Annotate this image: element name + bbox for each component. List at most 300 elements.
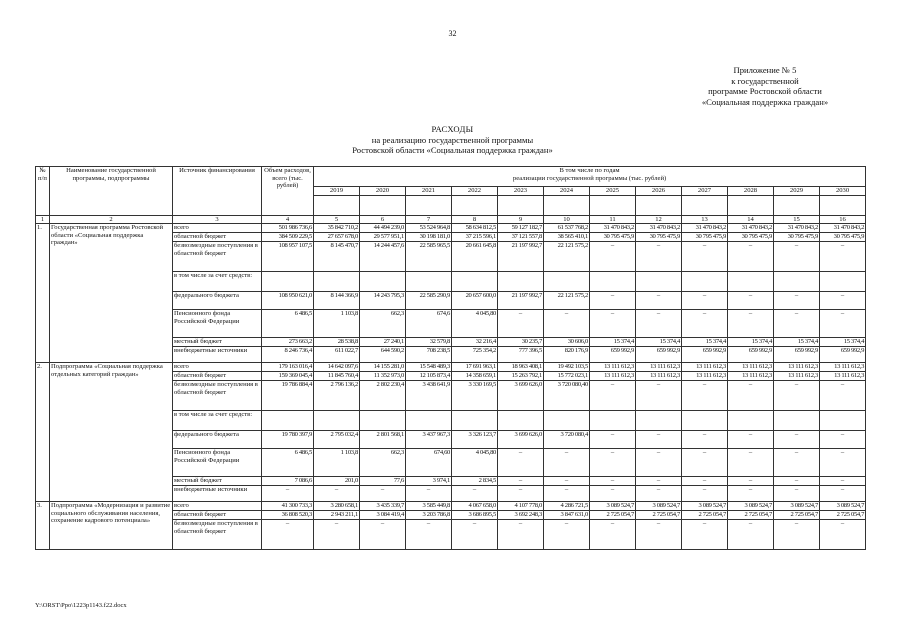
- year-amount-cell: –: [452, 520, 498, 550]
- year-amount-cell: –: [590, 242, 636, 272]
- funding-source: областной бюджет: [173, 372, 262, 381]
- year-amount-cell: 3 089 524,7: [682, 502, 728, 511]
- year-amount-cell: [728, 272, 774, 292]
- year-amount-cell: 3 720 080,4: [544, 431, 590, 449]
- year-amount-cell: –: [728, 520, 774, 550]
- year-amount-cell: 13 111 612,3: [820, 372, 866, 381]
- year-amount-cell: 19 492 103,5: [544, 363, 590, 372]
- header-year-spacer: [636, 195, 682, 215]
- year-amount-cell: 3 720 080,40: [544, 381, 590, 411]
- year-amount-cell: 4 286 721,5: [544, 502, 590, 511]
- funding-source: областной бюджет: [173, 233, 262, 242]
- year-amount-cell: –: [820, 520, 866, 550]
- column-number: 3: [173, 215, 262, 224]
- year-amount-cell: [682, 411, 728, 431]
- year-amount-cell: 13 111 612,3: [774, 363, 820, 372]
- year-amount-cell: 13 111 612,3: [774, 372, 820, 381]
- year-amount-cell: [820, 411, 866, 431]
- year-amount-cell: 32 216,4: [452, 338, 498, 347]
- year-amount-cell: 37 121 557,8: [498, 233, 544, 242]
- year-amount-cell: 15 374,4: [820, 338, 866, 347]
- year-amount-cell: 35 842 710,2: [314, 224, 360, 233]
- year-amount-cell: –: [544, 449, 590, 477]
- header-by-years: [314, 167, 866, 187]
- year-amount-cell: 659 992,9: [820, 347, 866, 363]
- year-amount-cell: 13 111 612,3: [682, 372, 728, 381]
- header-year: 2030: [820, 187, 866, 196]
- year-amount-cell: [636, 272, 682, 292]
- year-amount-cell: –: [774, 310, 820, 338]
- total-amount-cell: 108 950 621,0: [262, 292, 314, 310]
- total-amount-cell: 273 663,2: [262, 338, 314, 347]
- year-amount-cell: –: [406, 486, 452, 502]
- total-amount-cell: 19 780 397,9: [262, 431, 314, 449]
- year-amount-cell: 22 121 575,2: [544, 242, 590, 272]
- header-year: 2023: [498, 187, 544, 196]
- header-year: 2020: [360, 187, 406, 196]
- funding-source: всего: [173, 224, 262, 233]
- header-year-spacer: [590, 195, 636, 215]
- year-amount-cell: –: [498, 477, 544, 486]
- year-amount-cell: 201,0: [314, 477, 360, 486]
- year-amount-cell: 674,60: [406, 449, 452, 477]
- year-amount-cell: [452, 411, 498, 431]
- year-amount-cell: –: [774, 381, 820, 411]
- year-amount-cell: 30 235,7: [498, 338, 544, 347]
- year-amount-cell: –: [820, 242, 866, 272]
- total-amount-cell: –: [262, 520, 314, 550]
- year-amount-cell: 77,6: [360, 477, 406, 486]
- table-row: [36, 224, 866, 233]
- year-amount-cell: 27 240,1: [360, 338, 406, 347]
- year-amount-cell: –: [774, 292, 820, 310]
- program-number: 1.: [36, 224, 50, 363]
- year-amount-cell: 37 215 596,1: [452, 233, 498, 242]
- year-amount-cell: –: [590, 310, 636, 338]
- header-year-spacer: [406, 195, 452, 215]
- year-amount-cell: 3 203 786,8: [406, 511, 452, 520]
- year-amount-cell: [682, 272, 728, 292]
- year-amount-cell: 659 992,9: [590, 347, 636, 363]
- column-number: 8: [452, 215, 498, 224]
- title-main: РАСХОДЫ: [431, 124, 474, 134]
- year-amount-cell: 2 943 211,1: [314, 511, 360, 520]
- year-amount-cell: –: [360, 486, 406, 502]
- year-amount-cell: 30 795 475,9: [820, 233, 866, 242]
- header-year: 2025: [590, 187, 636, 196]
- page-number: 32: [448, 29, 457, 38]
- year-amount-cell: 31 470 843,2: [590, 224, 636, 233]
- year-amount-cell: 32 579,8: [406, 338, 452, 347]
- year-amount-cell: 3 330 169,5: [452, 381, 498, 411]
- year-amount-cell: –: [636, 520, 682, 550]
- year-amount-cell: –: [590, 449, 636, 477]
- year-amount-cell: 708 238,5: [406, 347, 452, 363]
- year-amount-cell: 31 470 843,2: [820, 224, 866, 233]
- appendix-caption: [665, 65, 865, 107]
- header-year: 2026: [636, 187, 682, 196]
- header-by-years-line-1: В том числе по годам: [559, 167, 620, 174]
- year-amount-cell: [820, 272, 866, 292]
- year-amount-cell: –: [636, 242, 682, 272]
- year-amount-cell: –: [682, 477, 728, 486]
- year-amount-cell: 4 045,80: [452, 449, 498, 477]
- funding-source: всего: [173, 363, 262, 372]
- year-amount-cell: –: [728, 310, 774, 338]
- year-amount-cell: [590, 411, 636, 431]
- year-amount-cell: –: [682, 292, 728, 310]
- total-amount-cell: 159 369 045,4: [262, 372, 314, 381]
- total-amount-cell: 501 986 736,6: [262, 224, 314, 233]
- year-amount-cell: –: [636, 310, 682, 338]
- year-amount-cell: 31 470 843,2: [728, 224, 774, 233]
- year-amount-cell: –: [820, 310, 866, 338]
- year-amount-cell: –: [820, 477, 866, 486]
- year-amount-cell: 11 352 973,0: [360, 372, 406, 381]
- year-amount-cell: –: [544, 310, 590, 338]
- year-amount-cell: 674,6: [406, 310, 452, 338]
- year-amount-cell: [590, 272, 636, 292]
- year-amount-cell: 2 795 032,4: [314, 431, 360, 449]
- year-amount-cell: –: [774, 486, 820, 502]
- year-amount-cell: 2 725 054,7: [728, 511, 774, 520]
- year-amount-cell: 61 537 768,2: [544, 224, 590, 233]
- year-amount-cell: [728, 411, 774, 431]
- year-amount-cell: 17 691 963,1: [452, 363, 498, 372]
- year-amount-cell: 11 845 760,4: [314, 372, 360, 381]
- year-amount-cell: –: [544, 520, 590, 550]
- year-amount-cell: 3 438 641,9: [406, 381, 452, 411]
- year-amount-cell: [452, 272, 498, 292]
- year-amount-cell: –: [544, 477, 590, 486]
- year-amount-cell: –: [498, 520, 544, 550]
- funding-source: безвозмездные поступления в областной бюджет: [173, 381, 262, 411]
- year-amount-cell: –: [498, 486, 544, 502]
- header-year: 2028: [728, 187, 774, 196]
- year-amount-cell: 30 795 475,9: [590, 233, 636, 242]
- year-amount-cell: [406, 411, 452, 431]
- year-amount-cell: –: [728, 431, 774, 449]
- column-number: 7: [406, 215, 452, 224]
- year-amount-cell: 659 992,9: [636, 347, 682, 363]
- year-amount-cell: –: [314, 520, 360, 550]
- year-amount-cell: –: [360, 520, 406, 550]
- total-amount-cell: [262, 272, 314, 292]
- year-amount-cell: 725 354,2: [452, 347, 498, 363]
- year-amount-cell: –: [682, 486, 728, 502]
- year-amount-cell: –: [636, 486, 682, 502]
- total-amount-cell: 41 300 733,3: [262, 502, 314, 511]
- year-amount-cell: 3 089 524,7: [590, 502, 636, 511]
- funding-source: внебюджетные источники: [173, 486, 262, 502]
- column-number: 1: [36, 215, 50, 224]
- year-amount-cell: 2 802 230,4: [360, 381, 406, 411]
- funding-source: Пенсионного фонда Российской Федерации: [173, 449, 262, 477]
- year-amount-cell: –: [636, 449, 682, 477]
- year-amount-cell: 21 197 992,7: [498, 242, 544, 272]
- year-amount-cell: 53 524 964,8: [406, 224, 452, 233]
- year-amount-cell: –: [452, 486, 498, 502]
- year-amount-cell: 58 634 812,5: [452, 224, 498, 233]
- year-amount-cell: –: [636, 381, 682, 411]
- funding-source: федерального бюджета: [173, 431, 262, 449]
- total-amount-cell: [262, 411, 314, 431]
- column-number: 13: [682, 215, 728, 224]
- year-amount-cell: 13 111 612,3: [590, 363, 636, 372]
- total-amount-cell: 19 786 884,4: [262, 381, 314, 411]
- year-amount-cell: –: [590, 381, 636, 411]
- year-amount-cell: 14 642 097,6: [314, 363, 360, 372]
- year-amount-cell: 18 963 408,1: [498, 363, 544, 372]
- year-amount-cell: 3 089 524,7: [728, 502, 774, 511]
- year-amount-cell: 13 111 612,3: [728, 372, 774, 381]
- year-amount-cell: 3 974,1: [406, 477, 452, 486]
- year-amount-cell: 15 374,4: [590, 338, 636, 347]
- year-amount-cell: 30 795 475,9: [728, 233, 774, 242]
- funding-source: безвозмездные поступления в областной бюджет: [173, 242, 262, 272]
- program-number: 2.: [36, 363, 50, 502]
- year-amount-cell: 820 176,9: [544, 347, 590, 363]
- year-amount-cell: –: [590, 520, 636, 550]
- year-amount-cell: –: [728, 381, 774, 411]
- year-amount-cell: 2 725 054,7: [820, 511, 866, 520]
- funding-source: местный бюджет: [173, 477, 262, 486]
- year-amount-cell: 644 590,2: [360, 347, 406, 363]
- year-amount-cell: 22 585 965,5: [406, 242, 452, 272]
- year-amount-cell: [544, 272, 590, 292]
- total-amount-cell: 108 957 107,5: [262, 242, 314, 272]
- year-amount-cell: –: [682, 520, 728, 550]
- header-total: Объем расходов, всего (тыс. рублей): [262, 167, 314, 216]
- table-row: [36, 363, 866, 372]
- year-amount-cell: 15 548 489,3: [406, 363, 452, 372]
- expenses-table: [35, 166, 866, 550]
- year-amount-cell: –: [682, 431, 728, 449]
- year-amount-cell: 12 105 873,4: [406, 372, 452, 381]
- total-amount-cell: 7 086,6: [262, 477, 314, 486]
- appendix-line-3: программе Ростовской области: [708, 86, 822, 97]
- year-amount-cell: 13 111 612,3: [636, 363, 682, 372]
- year-amount-cell: [636, 411, 682, 431]
- year-amount-cell: 27 657 678,0: [314, 233, 360, 242]
- total-amount-cell: 6 486,5: [262, 310, 314, 338]
- header-year: 2029: [774, 187, 820, 196]
- funding-source: местный бюджет: [173, 338, 262, 347]
- year-amount-cell: –: [682, 242, 728, 272]
- year-amount-cell: 1 103,8: [314, 449, 360, 477]
- year-amount-cell: 3 585 449,8: [406, 502, 452, 511]
- funding-source: областной бюджет: [173, 511, 262, 520]
- table-row: [36, 502, 866, 511]
- year-amount-cell: 15 772 023,1: [544, 372, 590, 381]
- header-by-years-line-2: реализации государственной программы (тыс. рублей): [512, 174, 667, 182]
- header-year-spacer: [498, 195, 544, 215]
- title-sub-1: на реализацию государственной программы: [371, 134, 534, 145]
- year-amount-cell: 14 155 281,0: [360, 363, 406, 372]
- year-amount-cell: 2 796 136,2: [314, 381, 360, 411]
- year-amount-cell: –: [820, 486, 866, 502]
- funding-source: федерального бюджета: [173, 292, 262, 310]
- year-amount-cell: –: [728, 242, 774, 272]
- header-name: Наименование государственной программы, подпрограммы: [50, 167, 173, 216]
- funding-source: в том числе за счет средств:: [173, 272, 262, 292]
- header-year-spacer: [544, 195, 590, 215]
- appendix-line-1: Приложение № 5: [733, 65, 797, 75]
- year-amount-cell: 2 725 054,7: [774, 511, 820, 520]
- year-amount-cell: [544, 411, 590, 431]
- year-amount-cell: –: [544, 486, 590, 502]
- year-amount-cell: 15 374,4: [636, 338, 682, 347]
- funding-source: Пенсионного фонда Российской Федерации: [173, 310, 262, 338]
- year-amount-cell: 30 198 181,0: [406, 233, 452, 242]
- year-amount-cell: 8 145 470,7: [314, 242, 360, 272]
- appendix-line-4: «Социальная поддержка граждан»: [701, 96, 829, 107]
- year-amount-cell: 3 326 123,7: [452, 431, 498, 449]
- year-amount-cell: [406, 272, 452, 292]
- year-amount-cell: –: [728, 449, 774, 477]
- year-amount-cell: 2 801 568,1: [360, 431, 406, 449]
- total-amount-cell: 384 509 229,5: [262, 233, 314, 242]
- column-number: 9: [498, 215, 544, 224]
- year-amount-cell: 3 280 658,1: [314, 502, 360, 511]
- year-amount-cell: 2 725 054,7: [590, 511, 636, 520]
- column-number: 16: [820, 215, 866, 224]
- year-amount-cell: 30 795 475,9: [636, 233, 682, 242]
- year-amount-cell: 21 197 992,7: [498, 292, 544, 310]
- year-amount-cell: [314, 411, 360, 431]
- column-number: 4: [262, 215, 314, 224]
- year-amount-cell: 662,3: [360, 449, 406, 477]
- header-year: 2022: [452, 187, 498, 196]
- year-amount-cell: 3 089 524,7: [774, 502, 820, 511]
- year-amount-cell: 15 374,4: [682, 338, 728, 347]
- year-amount-cell: 659 992,9: [728, 347, 774, 363]
- year-amount-cell: 13 111 612,3: [728, 363, 774, 372]
- year-amount-cell: 2 725 054,7: [682, 511, 728, 520]
- header-source: Источник финансирования: [173, 167, 262, 216]
- year-amount-cell: 3 686 895,5: [452, 511, 498, 520]
- program-number: 3.: [36, 502, 50, 550]
- year-amount-cell: 13 111 612,3: [636, 372, 682, 381]
- year-amount-cell: [774, 272, 820, 292]
- year-amount-cell: 31 470 843,2: [682, 224, 728, 233]
- year-amount-cell: [360, 411, 406, 431]
- year-amount-cell: 28 538,8: [314, 338, 360, 347]
- year-amount-cell: –: [728, 486, 774, 502]
- year-amount-cell: 611 022,7: [314, 347, 360, 363]
- header-year-spacer: [774, 195, 820, 215]
- year-amount-cell: 30 795 475,9: [682, 233, 728, 242]
- header-year: 2021: [406, 187, 452, 196]
- program-name: Государственная программа Ростовской области «Социальная поддержка граждан»: [50, 224, 173, 363]
- year-amount-cell: 1 103,8: [314, 310, 360, 338]
- year-amount-cell: 22 121 575,2: [544, 292, 590, 310]
- header-year-spacer: [314, 195, 360, 215]
- column-number: 11: [590, 215, 636, 224]
- column-number: 12: [636, 215, 682, 224]
- year-amount-cell: –: [820, 292, 866, 310]
- year-amount-cell: 777 396,5: [498, 347, 544, 363]
- year-amount-cell: 15 374,4: [728, 338, 774, 347]
- header-year: 2024: [544, 187, 590, 196]
- year-amount-cell: 30 795 475,9: [774, 233, 820, 242]
- year-amount-cell: 8 144 366,9: [314, 292, 360, 310]
- year-amount-cell: 2 834,5: [452, 477, 498, 486]
- year-amount-cell: –: [774, 449, 820, 477]
- total-amount-cell: 36 808 520,3: [262, 511, 314, 520]
- year-amount-cell: 14 358 659,1: [452, 372, 498, 381]
- year-amount-cell: [774, 411, 820, 431]
- year-amount-cell: [360, 272, 406, 292]
- year-amount-cell: 3 699 626,0: [498, 381, 544, 411]
- year-amount-cell: –: [636, 477, 682, 486]
- program-name: Подпрограмма «Модернизация и развитие социального обслуживания населения, сохранение кадрового потенциала»: [50, 502, 173, 550]
- year-amount-cell: –: [636, 431, 682, 449]
- year-amount-cell: –: [636, 292, 682, 310]
- year-amount-cell: [314, 272, 360, 292]
- year-amount-cell: –: [406, 520, 452, 550]
- year-amount-cell: 3 089 524,7: [820, 502, 866, 511]
- year-amount-cell: 22 585 290,9: [406, 292, 452, 310]
- column-number: 6: [360, 215, 406, 224]
- program-name: Подпрограмма «Социальная поддержка отдельных категорий граждан»: [50, 363, 173, 502]
- year-amount-cell: 13 111 612,3: [820, 363, 866, 372]
- column-number: 15: [774, 215, 820, 224]
- column-number: 2: [50, 215, 173, 224]
- year-amount-cell: –: [682, 449, 728, 477]
- year-amount-cell: 3 084 419,4: [360, 511, 406, 520]
- header-num: № п/п: [36, 167, 50, 216]
- year-amount-cell: 3 692 248,3: [498, 511, 544, 520]
- year-amount-cell: –: [682, 310, 728, 338]
- year-amount-cell: –: [590, 486, 636, 502]
- appendix-line-2: к государственной: [731, 75, 799, 86]
- year-amount-cell: –: [774, 477, 820, 486]
- year-amount-cell: [498, 272, 544, 292]
- header-year: 2019: [314, 187, 360, 196]
- year-amount-cell: 31 470 843,2: [774, 224, 820, 233]
- year-amount-cell: –: [498, 449, 544, 477]
- year-amount-cell: 4 045,80: [452, 310, 498, 338]
- file-path-footer: Y:\ORST\Ppo\1223p1143.f22.docx: [35, 602, 127, 609]
- year-amount-cell: –: [728, 292, 774, 310]
- funding-source: в том числе за счет средств:: [173, 411, 262, 431]
- year-amount-cell: –: [590, 292, 636, 310]
- year-amount-cell: 3 847 631,0: [544, 511, 590, 520]
- header-year-spacer: [360, 195, 406, 215]
- year-amount-cell: 15 263 792,1: [498, 372, 544, 381]
- year-amount-cell: –: [314, 486, 360, 502]
- column-number: 14: [728, 215, 774, 224]
- year-amount-cell: –: [590, 477, 636, 486]
- total-amount-cell: 179 163 016,4: [262, 363, 314, 372]
- year-amount-cell: –: [728, 477, 774, 486]
- year-amount-cell: 4 107 778,0: [498, 502, 544, 511]
- year-amount-cell: –: [820, 381, 866, 411]
- year-amount-cell: 44 494 239,0: [360, 224, 406, 233]
- column-number: 10: [544, 215, 590, 224]
- total-amount-cell: 6 486,5: [262, 449, 314, 477]
- year-amount-cell: 2 725 054,7: [636, 511, 682, 520]
- funding-source: внебюджетные источники: [173, 347, 262, 363]
- year-amount-cell: 662,3: [360, 310, 406, 338]
- header-year-spacer: [452, 195, 498, 215]
- year-amount-cell: –: [820, 449, 866, 477]
- header-year-spacer: [728, 195, 774, 215]
- total-amount-cell: 8 246 736,4: [262, 347, 314, 363]
- column-number: 5: [314, 215, 360, 224]
- year-amount-cell: –: [774, 242, 820, 272]
